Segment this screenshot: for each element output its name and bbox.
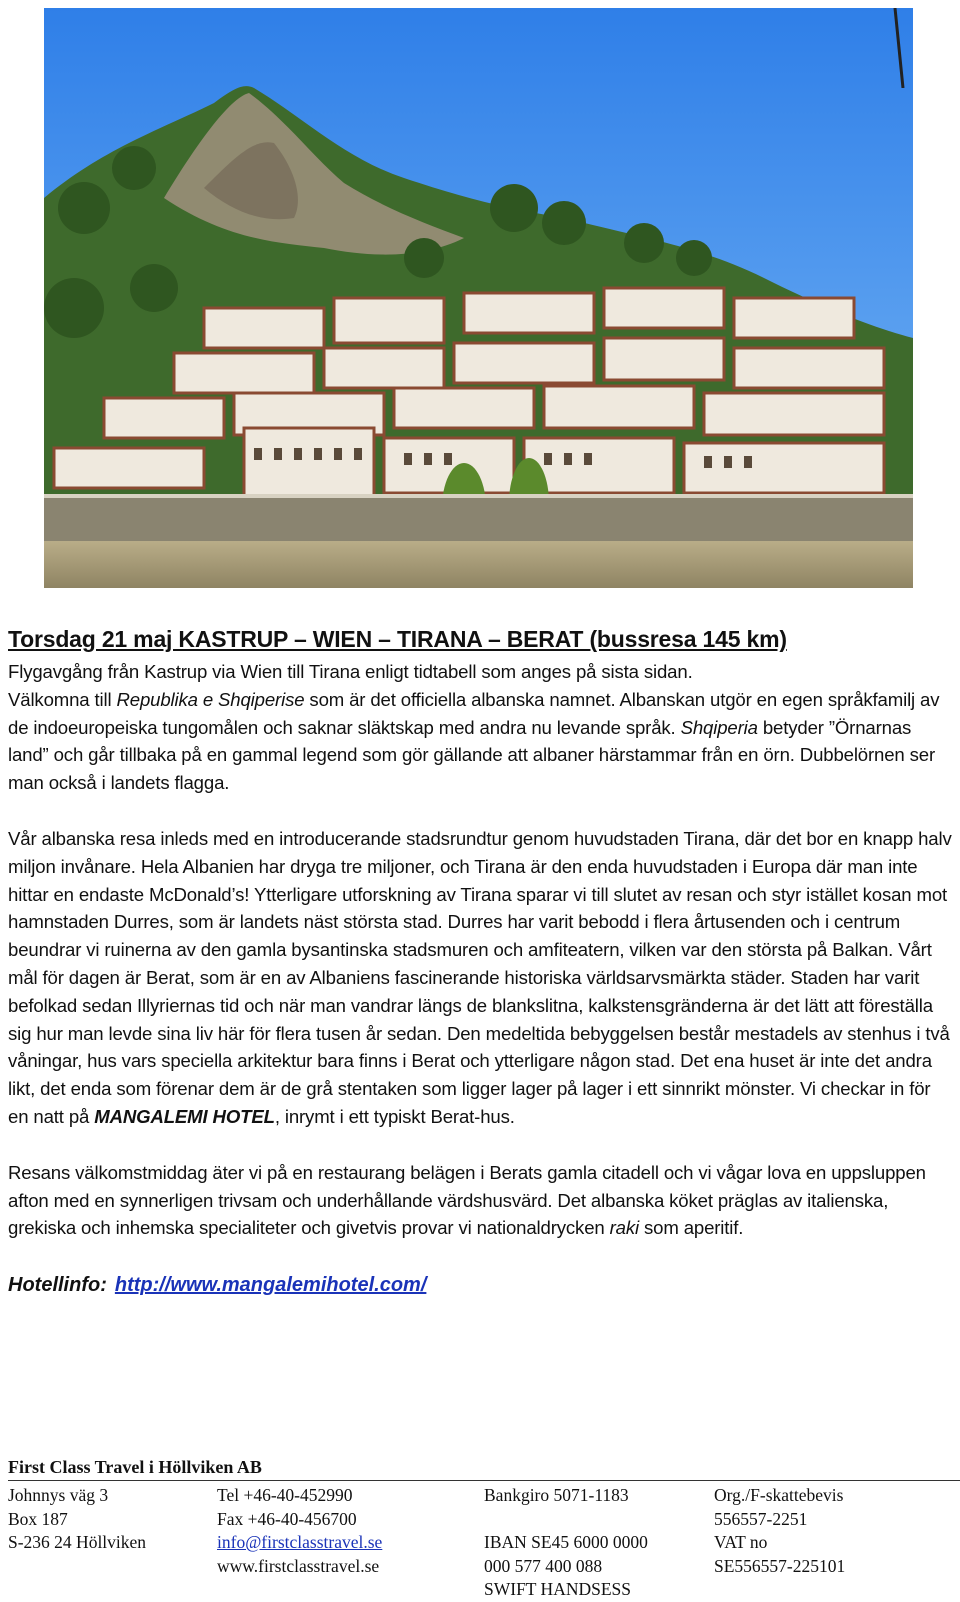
bankgiro: Bankgiro 5071-1183	[484, 1485, 629, 1505]
intro-sentence-3: betyder ”Örnarnas land” och går tillbaka på en gammal legend som gör gällande att albaner härstammar från en örn. Dubbelörnen ser man också i landets flagga.	[8, 716, 936, 794]
fax-number: Fax +46-40-456700	[217, 1508, 357, 1529]
website-text: www.firstclasstravel.se	[217, 1555, 380, 1576]
dinner-text-end: som aperitif.	[638, 1217, 744, 1239]
email-link[interactable]: info@firstclasstravel.se	[217, 1532, 383, 1552]
address-city: S-236 24 Höllviken	[8, 1532, 147, 1552]
phone-number: Tel +46-40-452990	[217, 1485, 353, 1505]
vat-label: VAT no	[714, 1532, 768, 1552]
intro-paragraph	[8, 658, 953, 797]
intro-sentence-1: Flygavgång från Kastrup via Wien till Tirana enligt tidtabell som anges på sista sidan.	[8, 661, 693, 682]
address-street: Johnnys väg 3	[8, 1485, 109, 1505]
hotel-name: MANGALEMI HOTEL	[94, 1105, 275, 1127]
tour-text: Vår albanska resa inleds med en introducerande stadsrundtur genom huvudstaden Tirana, där det bor en knapp halv miljon invånare. Hela Albanien har dryga tre miljoner, och Tirana är den enda huvudstaden i Europa där man inte hittar en endaste McDonald’s! Ytterligare utforskning av Tirana sparar vi till slutet av resan och styr istället kosan mot hamnstaden Durres, som är landets näst största stad. Durres har varit bebodd i flera årtusenden och i centrum beundrar vi ruinerna av den gamla bysantinska stadsmuren och amfiteatern, vilken var den största på Balkan. Vårt mål för dagen är Berat, som är en av Albaniens fascinerande historiska världsarvsmärkta städer. Staden har varit befolkad sedan Illyriernas tid och när man vandrar längs de blankslitna, kalkstensgränderna är det lätt att föreställa sig hur man levde sina liv här för flera tusen år sedan. Den medeltida bebyggelsen består mestadels av stenhus i två våningar, hus vars speciella arkitektur bara finns i Berat och ytterligare någon stad. Det ena huset är inte det andra likt, det enda som förenar dem är de grå stentaken som ligger lager på lager i ett sinnrikt mönster. Vi checkar in för en natt på	[8, 827, 952, 1127]
intro-sentence-2b: som är det officiella albanska namnet. Albanskan utgör en egen språkfamilj av de indoeuropeiska tungomålen och saknar släktskap med andra nu levande språk.	[8, 688, 940, 738]
org-number: 556557-2251	[714, 1508, 808, 1529]
hotelinfo-line	[8, 1270, 953, 1300]
raki-word: raki	[609, 1217, 639, 1239]
berat-hillside-photo	[44, 8, 913, 588]
company-footer	[8, 1456, 960, 1599]
address-box: Box 187	[8, 1508, 68, 1529]
footer-contact-column	[217, 1484, 382, 1578]
vat-number: SE556557-225101	[714, 1555, 846, 1576]
iban-line-1: IBAN SE45 6000 0000	[484, 1532, 648, 1552]
footer-bank-column	[484, 1484, 648, 1602]
footer-divider	[8, 1480, 960, 1481]
day-heading: Torsdag 21 maj KASTRUP – WIEN – TIRANA – BERAT (bussresa 145 km)	[8, 626, 787, 652]
org-label: Org./F-skattebevis	[714, 1485, 844, 1505]
swift-code: SWIFT HANDSESS	[484, 1579, 631, 1599]
hotelinfo-label: Hotellinfo:	[8, 1274, 107, 1297]
intro-shqiperia: Shqiperia	[680, 716, 758, 738]
dinner-text: Resans välkomstmiddag äter vi på en restaurang belägen i Berats gamla citadell och vi vågar lova en uppsluppen afton med en synnerligen trivsam och underhållande värdshusvärd. Det albanska köket präglas av italienska, grekiska och inhemska specialiteter och givetvis provar vi nationaldrycken	[8, 1161, 926, 1239]
bank-spacer	[484, 1508, 648, 1532]
tour-paragraph	[8, 825, 953, 1131]
intro-sentence-2a: Välkomna till	[8, 688, 117, 710]
itinerary-body	[8, 624, 953, 1300]
photo-svg	[44, 8, 913, 588]
intro-albanian-name: Republika e Shqiperise	[116, 688, 305, 710]
hotel-website-link[interactable]: http://www.mangalemihotel.com/	[114, 1274, 427, 1297]
footer-registration-column	[714, 1484, 845, 1578]
company-name: First Class Travel i Höllviken AB	[8, 1457, 262, 1477]
dinner-paragraph	[8, 1159, 953, 1242]
tour-text-end: , inrymt i ett typiskt Berat-hus.	[274, 1105, 515, 1127]
footer-address-column	[8, 1484, 146, 1555]
iban-line-2: 000 577 400 088	[484, 1555, 603, 1576]
cable-pole-edge	[893, 8, 905, 88]
